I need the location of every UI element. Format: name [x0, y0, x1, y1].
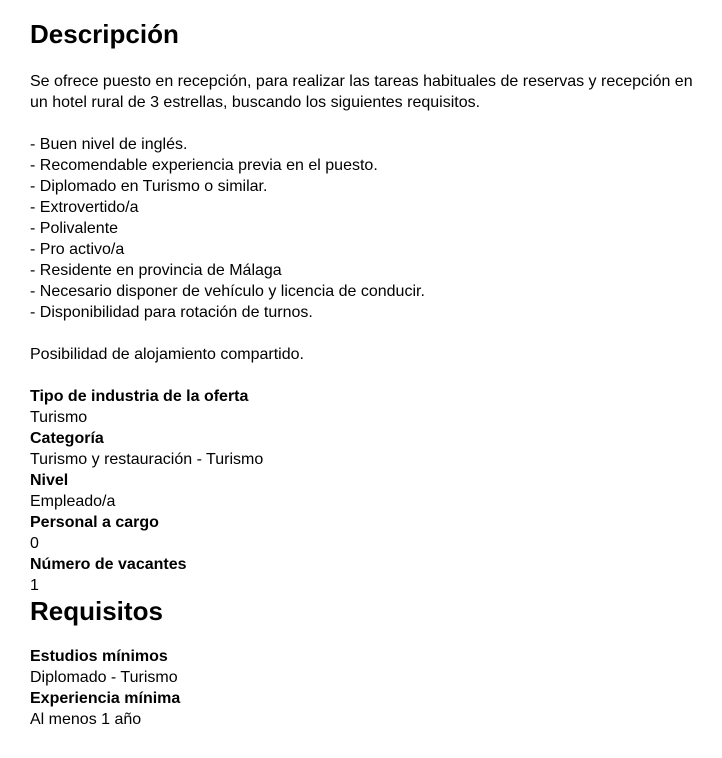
accommodation-note: Posibilidad de alojamiento compartido.	[30, 346, 304, 363]
job-offer-page	[30, 0, 700, 730]
min-experience-label: Experiencia mínima	[30, 690, 181, 707]
vacancies-label: Número de vacantes	[30, 556, 187, 573]
level-label: Nivel	[30, 472, 69, 489]
vacancies-value: 1	[30, 577, 39, 594]
list-item: - Pro activo/a	[30, 241, 125, 258]
description-intro: Se ofrece puesto en recepción, para realizar las tareas habituales de reservas y recepción en un hotel rural de 3 estrellas, buscando los siguientes requisitos.	[30, 73, 693, 111]
min-experience-value: Al menos 1 año	[30, 711, 142, 728]
description-heading: Descripción	[30, 19, 179, 49]
list-item: - Extrovertido/a	[30, 199, 139, 216]
list-item: - Buen nivel de inglés.	[30, 136, 188, 153]
minimum-requirements	[30, 646, 700, 730]
category-value: Turismo y restauración - Turismo	[30, 451, 264, 468]
list-item: - Necesario disponer de vehículo y licencia de conducir.	[30, 283, 425, 300]
offer-details	[30, 386, 700, 596]
category-label: Categoría	[30, 430, 104, 447]
min-studies-value: Diplomado - Turismo	[30, 669, 178, 686]
industry-type-label: Tipo de industria de la oferta	[30, 388, 249, 405]
list-item: - Polivalente	[30, 220, 119, 237]
list-item: - Residente en provincia de Málaga	[30, 262, 282, 279]
level-value: Empleado/a	[30, 493, 116, 510]
staff-in-charge-label: Personal a cargo	[30, 514, 159, 531]
requirements-heading: Requisitos	[30, 596, 163, 626]
list-item: - Disponibilidad para rotación de turnos.	[30, 304, 313, 321]
min-studies-label: Estudios mínimos	[30, 648, 168, 665]
list-item: - Recomendable experiencia previa en el puesto.	[30, 157, 378, 174]
list-item: - Diplomado en Turismo o similar.	[30, 178, 268, 195]
industry-type-value: Turismo	[30, 409, 88, 426]
requirements-list	[30, 134, 700, 323]
staff-in-charge-value: 0	[30, 535, 39, 552]
